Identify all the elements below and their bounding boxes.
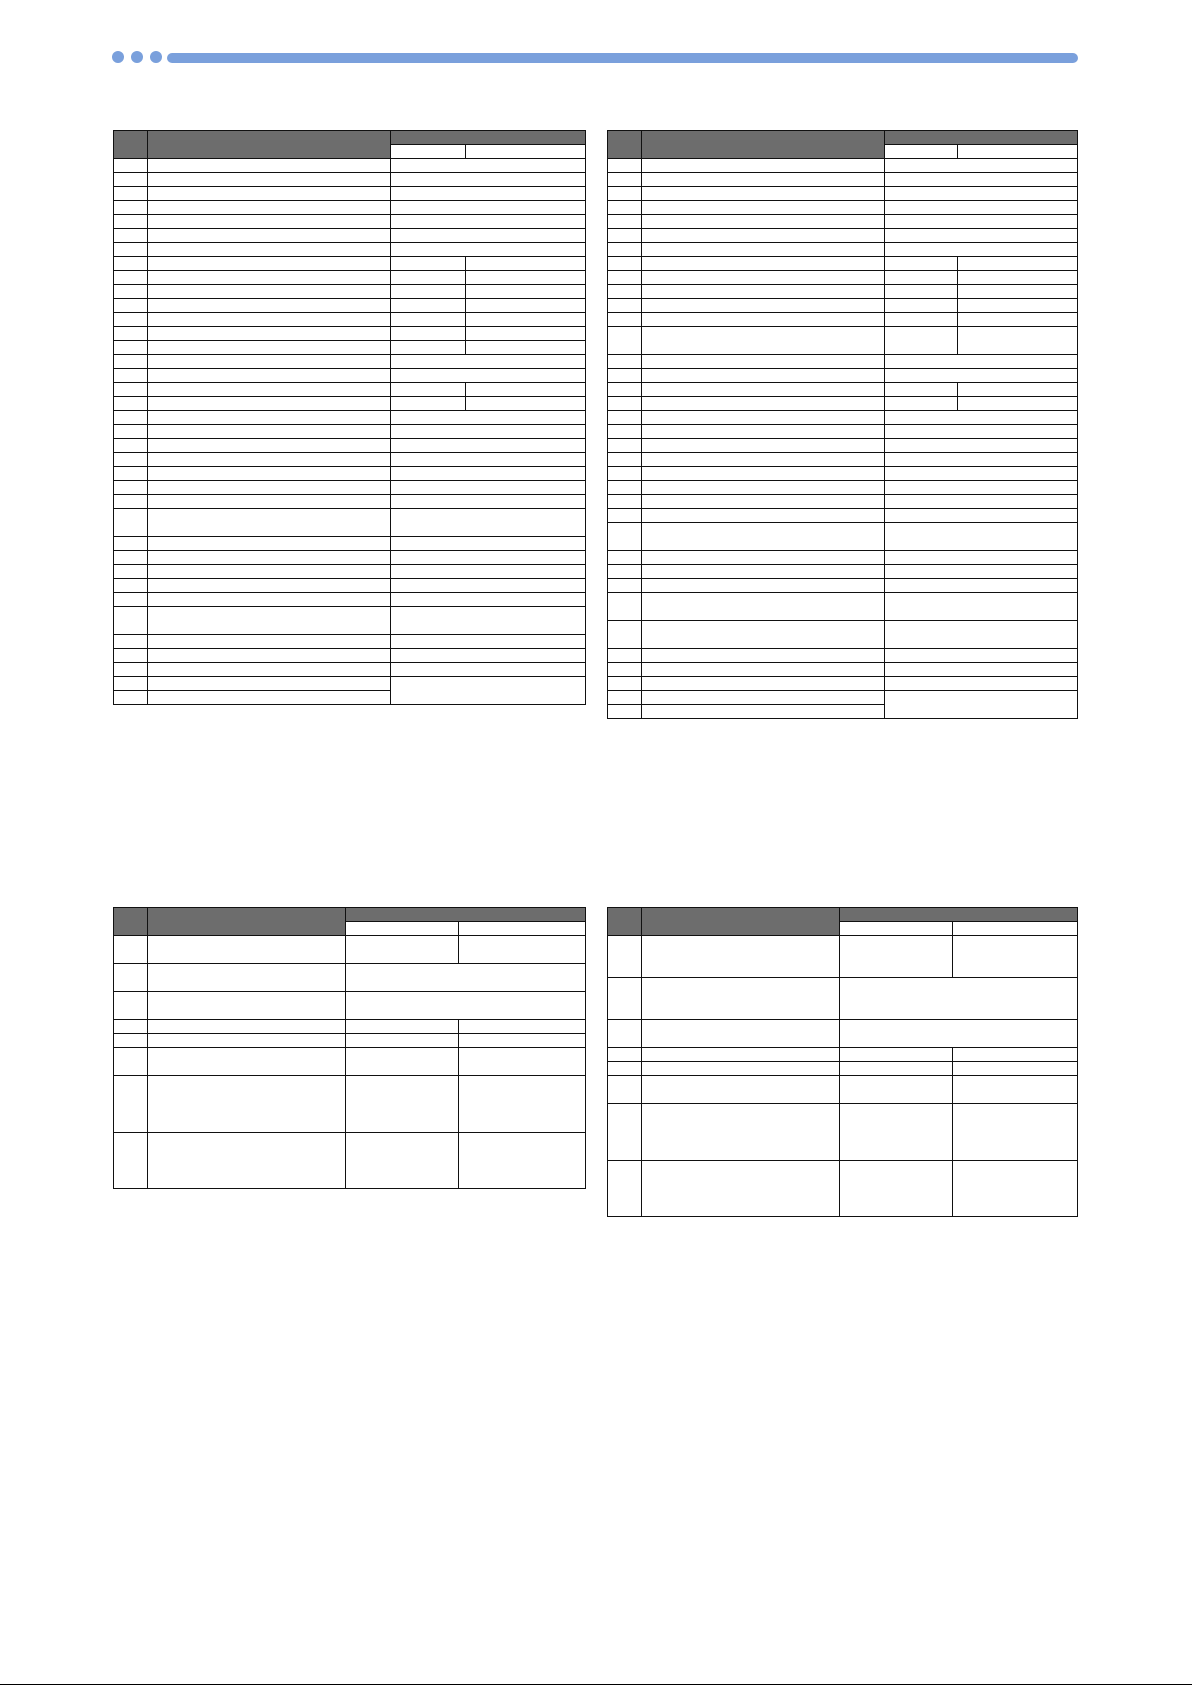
table-bottom-left <box>113 907 586 1189</box>
header-dot <box>112 51 124 63</box>
header-dot <box>131 51 143 63</box>
header-bar <box>167 53 1078 63</box>
page-header-decoration <box>112 50 1078 64</box>
table-top-left <box>113 130 586 705</box>
table-top-right <box>607 130 1078 719</box>
table-bottom-right <box>607 907 1078 1217</box>
header-dot <box>150 51 162 63</box>
